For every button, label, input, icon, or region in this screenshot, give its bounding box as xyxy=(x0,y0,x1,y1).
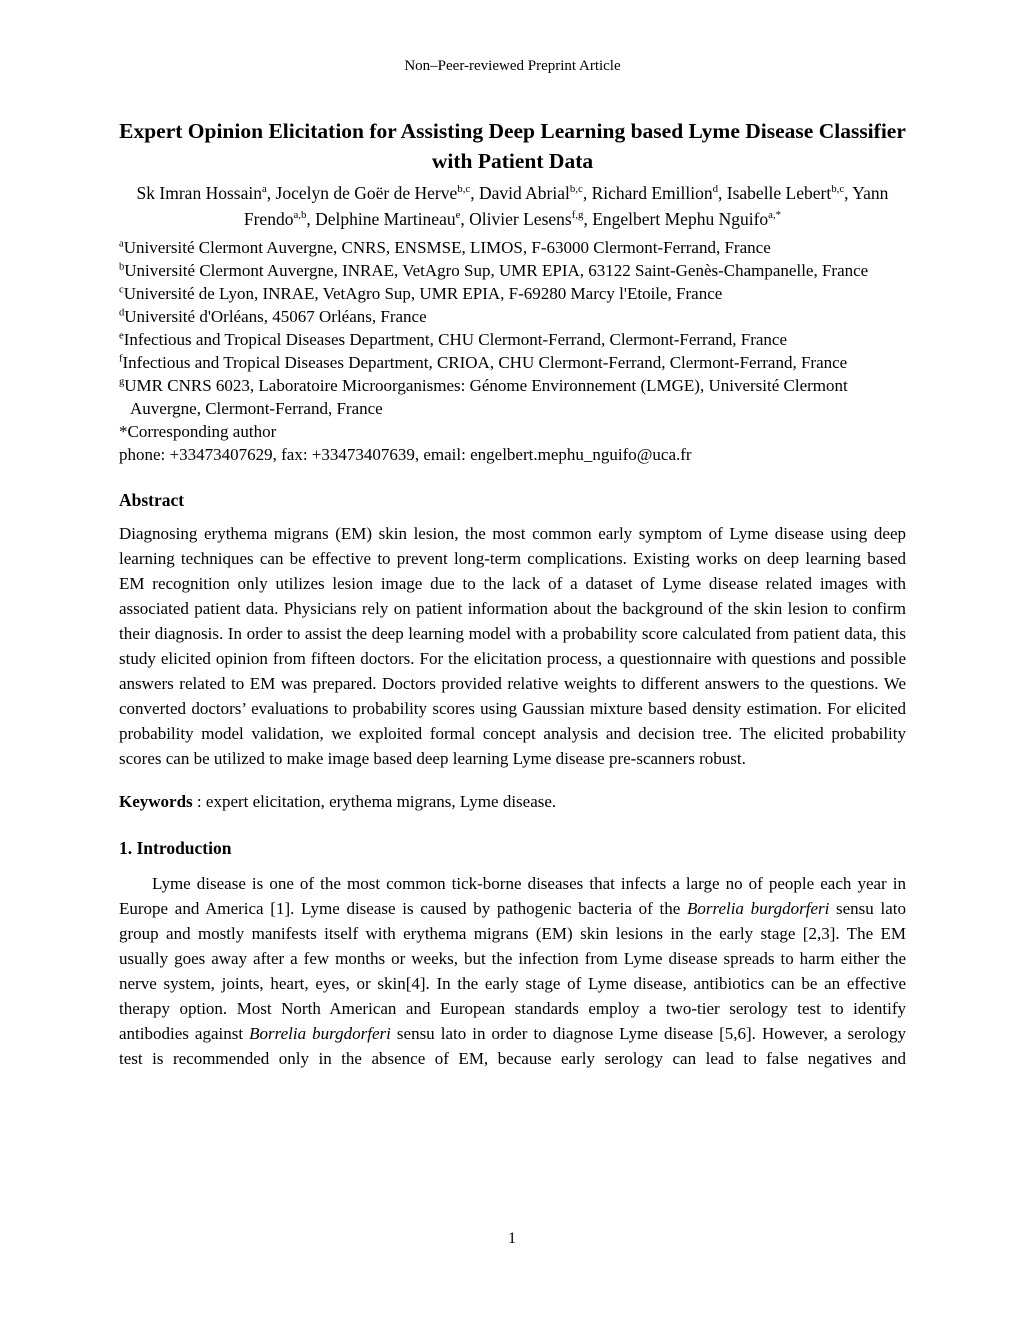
author-affiliation-mark: f,g xyxy=(571,209,584,222)
author-name: Sk Imran Hossain xyxy=(136,183,262,203)
affiliation-item: $^f$Infectious and Tropical Diseases Department, CRIOA, CHU Clermont-Ferrand, Clermont-Ferrand, France xyxy=(119,353,848,372)
author-affiliation-mark: b,c xyxy=(831,183,845,196)
author-name: , Yann Frendo xyxy=(243,183,889,229)
affiliation-item: phone: +33473407629, fax: +33473407639, email: engelbert.mephu_nguifo@uca.fr xyxy=(119,445,692,464)
affiliation-mark: e xyxy=(119,330,124,342)
author-name: , Delphine Martineau xyxy=(306,209,456,229)
affiliation-item: $^c$Université de Lyon, INRAE, VetAgro Sup, UMR EPIA, F-69280 Marcy l'Etoile, France xyxy=(119,284,723,303)
text-segment: sensu lato group and mostly manifests itself with erythema migrans (EM) skin lesions in the early stage [2,3]. The EM usually goes away after a few months or weeks, but the infection from Lyme disease spreads to harm either the nerve system, joints, heart, eyes, or skin[4]. In the early stage of Lyme disease, antibiotics can be an effective therapy option. Most North American and European standards employ a two-tier serology test to identify antibodies against xyxy=(119,899,906,1043)
page-number: 1 xyxy=(508,1230,516,1247)
affiliation-mark: d xyxy=(119,307,125,319)
author-name: , Engelbert Mephu Nguifo xyxy=(583,209,769,229)
affiliation-item: *Corresponding author xyxy=(119,422,277,441)
author-name: , Richard Emillion xyxy=(582,183,713,203)
author-name: , Isabelle Lebert xyxy=(718,183,832,203)
abstract-text: Diagnosing erythema migrans (EM) skin lesion, the most common early symptom of Lyme disease using deep learning techniques can be effective to prevent long-term complications. Existing works on deep learning based EM recognition only utilizes lesion image due to the lack of a dataset of Lyme disease related images with associated patient data. Physicians rely on patient information about the background of the skin lesion to confirm their diagnosis. In order to assist the deep learning model with a probability score calculated from patient data, this study elicited opinion from fifteen doctors. For the elicitation process, a questionnaire with questions and possible answers related to EM was prepared. Doctors provided relative weights to different answers to the questions. We converted doctors’ evaluations to probability scores using Gaussian mixture based density estimation. For elicited probability model validation, we exploited formal concept analysis and decision tree. The elicited probability scores can be utilized to make image based deep learning Lyme disease pre-scanners robust. xyxy=(119,524,906,768)
author-name: , Jocelyn de Goër de Herve xyxy=(266,183,458,203)
author-affiliation-mark: a,b xyxy=(293,209,307,222)
author-affiliation-mark: d xyxy=(712,183,719,196)
author-affiliation-mark: b,c xyxy=(569,183,583,196)
author-line xyxy=(119,180,906,232)
affiliation-mark: g xyxy=(119,376,125,388)
affiliation-mark: b xyxy=(119,261,125,273)
affiliation-item: $^e$Infectious and Tropical Diseases Department, CHU Clermont-Ferrand, Clermont-Ferrand, France xyxy=(119,330,787,349)
affiliation-item: $^b$Université Clermont Auvergne, INRAE, VetAgro Sup, UMR EPIA, 63122 Saint-Genès-Champanelle, France xyxy=(119,261,869,280)
author-affiliation-mark: a xyxy=(261,183,267,196)
affiliation-list xyxy=(119,236,906,466)
author-name: , David Abrial xyxy=(470,183,570,203)
author-affiliation-mark: a,* xyxy=(768,209,782,222)
author-affiliation-mark: b,c xyxy=(457,183,471,196)
section-heading-introduction: 1. Introduction xyxy=(119,838,232,858)
text-segment: Lyme disease is one of the most common tick-borne diseases that infects a large no of people each year in Europe and America [1]. Lyme disease is caused by pathogenic bacteria of the xyxy=(119,874,906,918)
affiliation-item: $^d$Université d'Orléans, 45067 Orléans, France xyxy=(119,307,427,326)
author-affiliation-mark: e xyxy=(455,209,461,222)
introduction-paragraph xyxy=(119,871,906,1071)
keywords-line xyxy=(119,789,906,814)
text-segment: sensu lato in order to diagnose Lyme disease [5,6]. However, a serology test is recommended only in the absence of EM, because early serology can lead to false negatives and xyxy=(119,1024,907,1068)
running-header: Non–Peer-reviewed Preprint Article xyxy=(404,58,621,74)
affiliation-item: $^g$UMR CNRS 6023, Laboratoire Microorganismes: Génome Environnement (LMGE), Université Clermont Auvergne, Clermont-Ferrand, France xyxy=(119,376,848,418)
abstract-heading: Abstract xyxy=(119,490,185,510)
affiliation-mark: a xyxy=(119,238,124,250)
text-segment: Borrelia burgdorferi xyxy=(249,1024,391,1043)
author-name: , Olivier Lesens xyxy=(460,209,572,229)
affiliation-mark: f xyxy=(119,353,123,365)
text-segment: : expert elicitation, erythema migrans, Lyme disease. xyxy=(192,792,557,811)
text-segment: Keywords xyxy=(119,792,193,811)
text-segment: Borrelia burgdorferi xyxy=(686,899,830,918)
affiliation-item: $^a$Université Clermont Auvergne, CNRS, ENSMSE, LIMOS, F-63000 Clermont-Ferrand, France xyxy=(119,238,771,257)
paper-title: Expert Opinion Elicitation for Assisting Deep Learning based Lyme Disease Classifier with Patient Data xyxy=(119,119,906,173)
affiliation-mark: c xyxy=(119,284,124,296)
